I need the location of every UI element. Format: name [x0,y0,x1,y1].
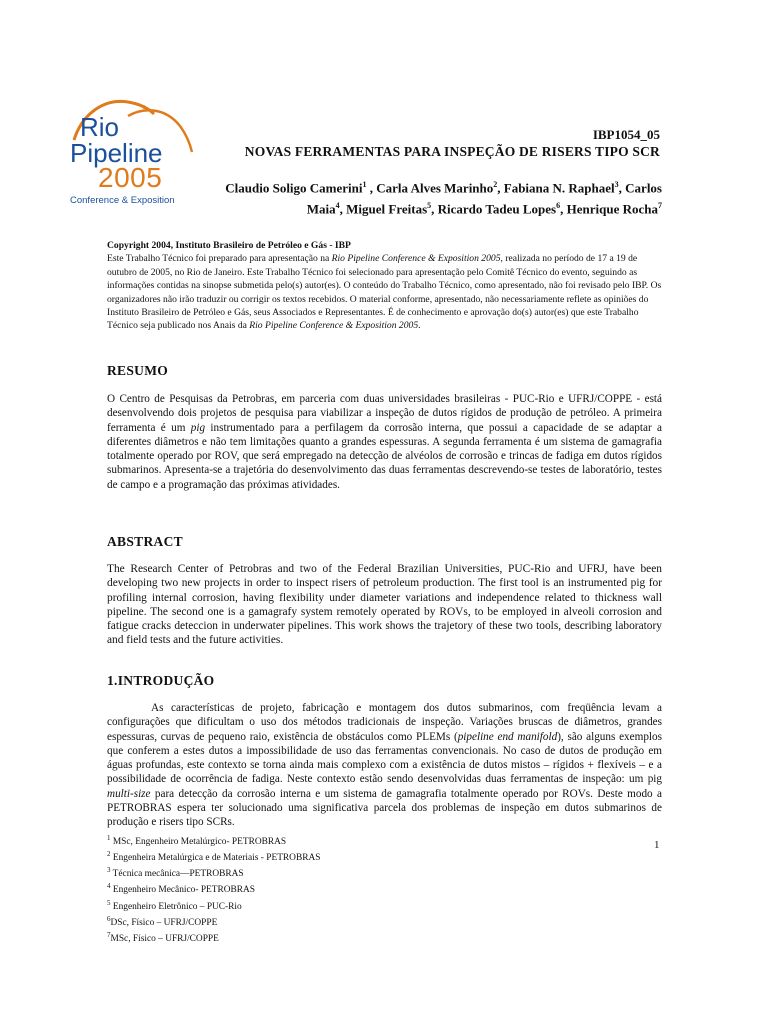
copyright-text: , realizada no período de 17 a 19 de outubro de 2005, no Rio de Janeiro. Este Trabalho Técnico foi selecionado para apresentação pelo Comitê Técnico do evento, seguindo as informações contidas na sinopse submetida pelo(s) autor(es). O conteúdo do Trabalho Técnico, como apresentado, não foi revisado pelo IBP. Os organizadores não irão traduzir ou corrigir os textos recebidos. O material conforme, apresentado, não necessariamente reflete as opiniões do Instituto Brasileiro de Petróleo e Gás, seus Associados e Representantes. É de conhecimento e aprovação do(s) autor(es) que este Trabalho Técnico seja publicado nos Anais da [107,253,662,332]
author-name: Claudio Soligo Camerini [225,180,363,196]
intro-paragraph [107,701,662,830]
conference-name: Rio Pipeline Conference & Exposition 2005 [331,253,501,265]
intro-text: As características de projeto, fabricação e montagem dos dutos submarinos, com freqüência levam a configurações que dificultam o uso dos métodos tradicionais de inspeção. Variações bruscas de diâmetros, grandes espessuras, curvas de pequeno raio, existência de obstáculos como PLEMs ( [107,702,662,743]
footnote [107,864,320,880]
resumo-text: instrumentado para a perfilagem da corrosão interna, que possui a capacidade de se adaptar a diferentes diâmetros e não tem limitações quanto a grandes espessuras. A segunda ferramenta é um sistema de gamagrafia totalmente operado por ROV, que será empregado na detecção de alvéolos de corrosão e trincas de fadiga em dutos rígidos submarinos. Apresenta-se a trajetória do desenvolvimento das duas ferramentas descrevendo-se testes de laboratório, testes de campo e a programação das próximas atividades. [107,421,662,491]
footnote [107,880,320,896]
section-heading-resumo: RESUMO [107,363,169,378]
author-affiliation: 7 [658,201,662,211]
copyright-text: . [418,320,421,332]
footnote-marker: 4 [107,882,111,891]
author-affiliation: 2 [493,180,498,189]
paper-title: NOVAS FERRAMENTAS PARA INSPEÇÃO DE RISERS TIPO SCR [244,144,660,159]
author-name: , Miguel Freitas [339,201,428,217]
footnote-text: Engenheira Metalúrgica e de Materiais - PETROBRAS [110,853,321,864]
author-name: , Carlos Maia [306,180,662,217]
author-affiliation: 3 [614,180,619,189]
logo-subtitle: Conference & Exposition [70,195,175,206]
footnote-text: Engenheiro Eletrônico – PUC-Rio [110,901,242,912]
footnotes [107,832,320,945]
logo-line-pipeline: Pipeline [70,138,163,168]
author-list [220,176,662,219]
abstract-paragraph: The Research Center of Petrobras and two of the Federal Brazilian Universities, PUC-Rio and UFRJ, have been developing two new projects in order to inspect risers of petroleum production. The first tool is an instrumented pig for profiling internal corrosion, having flexibility under diameter variations and independence related to thickness wall pipeline. The second one is a gamagrafy system remotely operated by ROVs, to be employed in alveoli corrosion and fatigue cracks deteccion in underwater pipelines. This work shows the trajetory of these two tools, describing laboratory and field tests and the future activities. [107,563,662,647]
footnote [107,897,320,913]
section-heading-introducao: 1.INTRODUÇÃO [107,673,215,688]
copyright-text: Este Trabalho Técnico foi preparado para apresentação na [107,253,332,265]
footnote-marker: 3 [107,866,111,875]
author-name: , Ricardo Tadeu Lopes [431,201,557,217]
author-affiliation: 6 [556,201,561,211]
section-heading-abstract: ABSTRACT [107,534,183,549]
resumo-term: pig [190,421,206,434]
footnote-marker: 7 [107,930,111,939]
author-name: , Henrique Rocha [560,201,658,217]
footnote-text: Técnica mecânica—PETROBRAS [110,869,244,880]
paper-code: IBP1054_05 [592,127,660,142]
page-number: 1 [654,839,660,851]
resumo-text: O Centro de Pesquisas da Petrobras, em parceria com duas universidades brasileiras - PUC-Rio e UFRJ/COPPE - está desenvolvendo dois projetos de pesquisa para viabilizar a inspeção de dutos rígidos de produção de petróleo. A primeira ferramenta é um [107,393,662,434]
intro-term: pipeline end manifold [457,730,558,743]
footnote-text: DSc, Físico – UFRJ/COPPE [110,917,218,928]
footnote [107,848,320,864]
footnote-marker: 6 [107,914,111,923]
logo-line-rio: Rio [80,112,120,142]
conference-name: Rio Pipeline Conference & Exposition 2005 [249,320,419,332]
author-affiliation: 5 [427,201,432,211]
footnote-marker: 5 [107,898,111,907]
footnote-marker: 1 [107,834,111,842]
footnote [107,929,320,945]
copyright-notice [107,239,663,333]
author-name: , Fabiana N. Raphael [497,180,615,196]
author-affiliation: 1 [362,180,367,189]
footnote-marker: 2 [107,850,111,859]
intro-text: para detecção da corrosão interna e um sistema de gamagrafia totalmente operado por ROVs. Deste modo a PETROBRAS espera ter solucionado uma significativa parcela dos problemas de inspeção em dutos submarinos de produção e risers tipo SCRs. [107,787,662,829]
footnote [107,832,320,848]
resumo-paragraph [107,392,662,492]
footnote-text: MSc, Engenheiro Metalúrgico- PETROBRAS [110,837,287,848]
footnote-text: Engenheiro Mecânico- PETROBRAS [110,885,256,896]
intro-term: multi-size [107,787,151,800]
intro-text: ), são alguns exemplos que conferem a estes dutos a impossibilidade de uso das ferramentas convencionais. No caso de dutos de produção em águas profundas, este contexto se torna ainda mais complexo com a existência de dutos mistos – rígidos + flexíveis – e a possibilidade de ocorrência de fadiga. Neste contexto estão sendo desenvolvidas duas ferramentas de inspeção: um pig [107,730,662,786]
conference-logo [68,96,200,211]
author-affiliation: 4 [335,201,340,211]
footnote [107,913,320,929]
logo-year: 2005 [98,162,163,193]
footnote-text: MSc, Físico – UFRJ/COPPE [110,933,219,944]
copyright-heading: Copyright 2004, Instituto Brasileiro de Petróleo e Gás - IBP [107,240,351,251]
author-name: , Carla Alves Marinho [369,180,494,196]
